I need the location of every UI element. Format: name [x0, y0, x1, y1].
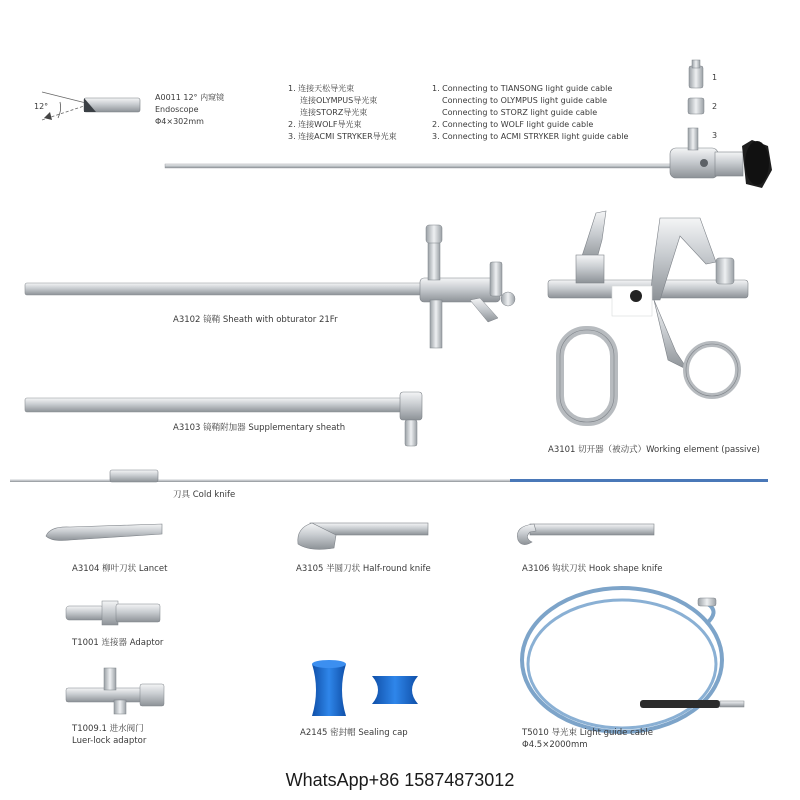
working-element-label: A3101 切开器（被动式）Working element (passive) [548, 445, 760, 455]
adapter-number-1: 1 [712, 73, 718, 82]
endoscope-code-name: A0011 12° 内窥镜 [155, 93, 225, 102]
connection-en-3: Connecting to STORZ light guide cable [442, 108, 598, 117]
sealing-cap-label: A2145 密封帽 Sealing cap [300, 728, 408, 738]
endoscope-angle-label: 12° [34, 102, 49, 111]
whatsapp-contact: WhatsApp+86 15874873012 [285, 770, 515, 790]
lancet-label: A3104 柳叶刀状 Lancet [72, 564, 168, 574]
endoscope-size: Φ4×302mm [155, 117, 204, 126]
endoscope-tip-diagram [42, 92, 140, 120]
lancet-blade [46, 524, 162, 541]
cold-knife-rod [10, 470, 768, 482]
supplementary-sheath [25, 392, 422, 446]
luer-lock-label-cn: T1009.1 进水阀门 [72, 724, 144, 734]
connection-cn-3: 连接STORZ导光束 [300, 108, 368, 117]
hook-label: A3106 钩状刀状 Hook shape knife [522, 564, 663, 574]
connection-cn-1: 1. 连接天松导光束 [288, 84, 355, 93]
adaptor-part [66, 601, 160, 625]
half-round-label: A3105 半圆刀状 Half-round knife [296, 564, 431, 574]
sheath-label: A3102 镜鞘 Sheath with obturator 21Fr [173, 315, 338, 325]
connection-cn-4: 2. 连接WOLF导光束 [288, 120, 362, 129]
supplementary-sheath-label: A3103 镜鞘附加器 Supplementary sheath [173, 423, 346, 433]
connection-cn-2: 连接OLYMPUS导光束 [300, 96, 378, 105]
cold-knife-label: 刀具 Cold knife [173, 490, 236, 500]
sheath-with-obturator [25, 225, 515, 348]
connection-en-1: 1. Connecting to TIANSONG light guide cable [432, 84, 613, 93]
half-round-blade [298, 523, 428, 549]
working-element [548, 211, 748, 422]
endoscope-name-en: Endoscope [155, 105, 199, 114]
light-cable-label: T5010 导光束 Light guide cable [522, 728, 653, 738]
light-adapters [688, 60, 704, 114]
luer-lock-part [66, 668, 164, 714]
connection-cn-5: 3. 连接ACMI STRYKER导光束 [288, 132, 397, 141]
adapter-number-2: 2 [712, 102, 718, 111]
hook-blade [517, 524, 654, 545]
luer-lock-label-en: Luer-lock adaptor [72, 736, 147, 746]
adaptor-label: T1001 连接器 Adaptor [72, 638, 164, 648]
connection-en-4: 2. Connecting to WOLF light guide cable [432, 120, 594, 129]
light-guide-cable [522, 588, 744, 732]
light-cable-size: Φ4.5×2000mm [522, 740, 588, 750]
adapter-number-3: 3 [712, 131, 718, 140]
connection-en-2: Connecting to OLYMPUS light guide cable [442, 96, 608, 105]
connection-en-5: 3. Connecting to ACMI STRYKER light guide cable [432, 132, 629, 141]
sealing-caps [312, 660, 418, 716]
